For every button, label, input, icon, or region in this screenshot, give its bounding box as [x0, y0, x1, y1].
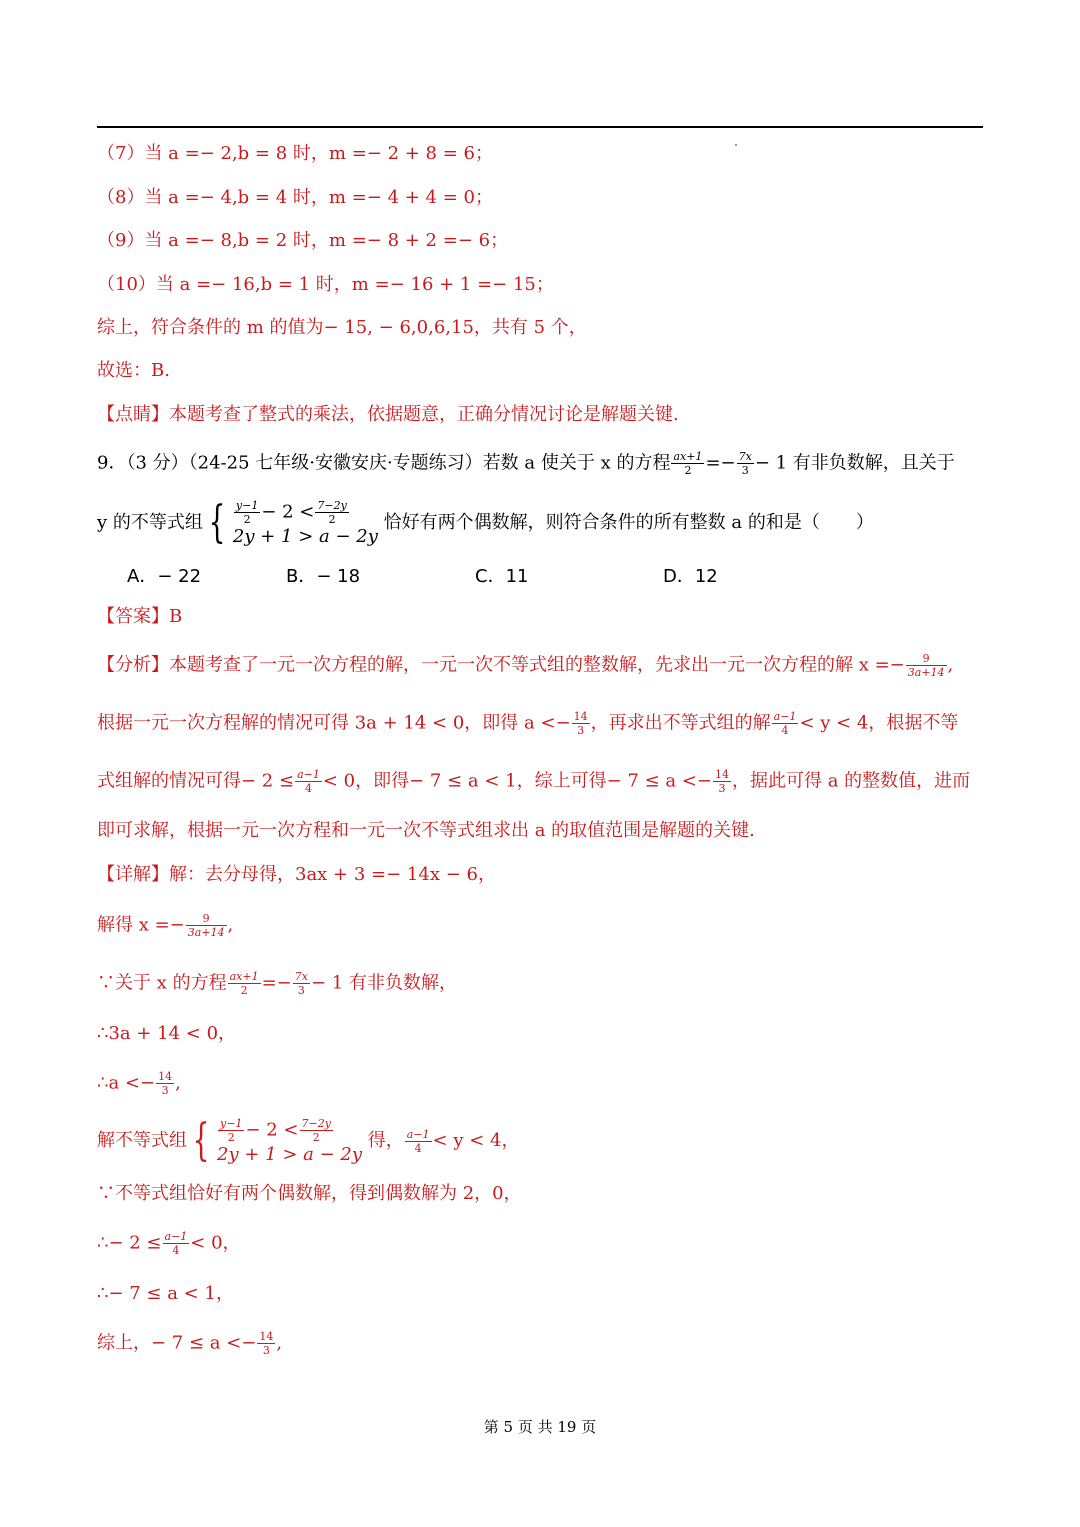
speck	[735, 144, 737, 146]
detail-line-9: ∴− 7 ≤ a < 1，	[97, 1283, 234, 1304]
detail-line-8: ∴− 2 ≤ $\frac{a-1}{4}$ < 0，	[97, 1230, 241, 1257]
question-line-1	[97, 450, 955, 477]
equals: =−	[705, 452, 736, 474]
case-7: （7）当 a =− 2,b = 8 时，m =− 2 + 8 = 6；	[97, 143, 493, 164]
summary-line: 综上，符合条件的 m 的值为− 15, − 6,0,6,15，共有 5 个，	[97, 317, 587, 338]
option-c[interactable]: C．11	[475, 566, 529, 587]
detail-line-4: ∴3a + 14 < 0，	[97, 1023, 237, 1044]
detail-line-10: 综上，− 7 ≤ a <− $\frac{14}{3}$ ,	[97, 1330, 283, 1357]
answer-line: 【答案】B	[97, 606, 183, 627]
detail-line-6: 解不等式组 { $\frac{y-1}{2}$ − 2 < $\frac{7-2y}{2}$ 2y + 1 > a − 2y 得， $\frac{a-1}{4}$ < y < 4，	[97, 1115, 520, 1166]
option-b[interactable]: B．− 18	[286, 566, 361, 587]
question-suffix-2: 恰好有两个偶数解，则符合条件的所有整数 a 的和是（ ）	[383, 512, 874, 533]
analysis-line-2: 根据一元一次方程解的情况可得 3a + 14 < 0，即得 a <− $\frac{14}{3}$ ，再求出不等式组的解 $\frac{a-1}{4}$ < y < 4，根据不等	[97, 710, 959, 737]
question-prefix-2: y 的不等式组	[97, 512, 203, 533]
options	[127, 562, 827, 588]
detail-line-5: ∴a <− $\frac{14}{3}$ ,	[97, 1070, 181, 1097]
question-prefix: 9．（3 分）（24-25 七年级·安徽安庆·专题练习）若数 a 使关于 x 的方程	[97, 452, 671, 474]
analysis-line-4: 即可求解，根据一元一次方程和一元一次不等式组求出 a 的取值范围是解题的关键.	[97, 820, 755, 841]
option-a[interactable]: A．− 22	[127, 566, 202, 587]
analysis-line-3: 式组解的情况可得− 2 ≤ $\frac{a-1}{4}$ < 0，即得− 7 ≤ a < 1，综上可得− 7 ≤ a <− $\frac{14}{3}$ ，据此可得 a 的整数值，进而	[97, 768, 971, 795]
analysis-line-1: 【分析】本题考查了一元一次方程的解，一元一次不等式组的整数解，先求出一元一次方程的解 x =− $\frac{9}{3a+14}$ ,	[97, 652, 954, 679]
detail-line-1: 【详解】解：去分母得，3ax + 3 =− 14x − 6，	[97, 864, 496, 885]
fraction: $\frac{ax+1}{2}$	[673, 450, 703, 477]
case-9: （9）当 a =− 8,b = 2 时，m =− 8 + 2 =− 6；	[97, 230, 509, 251]
option-d[interactable]: D．12	[663, 566, 718, 587]
case-8: （8）当 a =− 4,b = 4 时，m =− 4 + 4 = 0；	[97, 187, 493, 208]
page-footer: 第 5 页 共 19 页	[483, 1418, 597, 1436]
question-line-2	[97, 496, 874, 550]
detail-line-3: ∵关于 x 的方程 $\frac{ax+1}{2}$ =− $\frac{7x}{3}$ − 1 有非负数解，	[97, 970, 457, 997]
comment-line: 【点睛】本题考查了整式的乘法，依据题意，正确分情况讨论是解题关键.	[97, 404, 679, 425]
detail-line-7: ∵不等式组恰好有两个偶数解，得到偶数解为 2，0，	[97, 1183, 522, 1204]
fraction: $\frac{7x}{3}$	[738, 450, 752, 477]
choice-line: 故选：B.	[97, 360, 170, 381]
header-rule	[97, 126, 983, 128]
detail-line-2: 解得 x =− $\frac{9}{3a+14}$ ,	[97, 912, 234, 939]
question-suffix: − 1 有非负数解，且关于	[754, 452, 955, 474]
inequality-system: { $\frac{y-1}{2}$ − 2 < $\frac{7-2y}{2}$ 2y + 1 > a − 2y	[208, 497, 378, 548]
case-10: （10）当 a =− 16,b = 1 时，m =− 16 + 1 =− 15；	[97, 274, 554, 295]
